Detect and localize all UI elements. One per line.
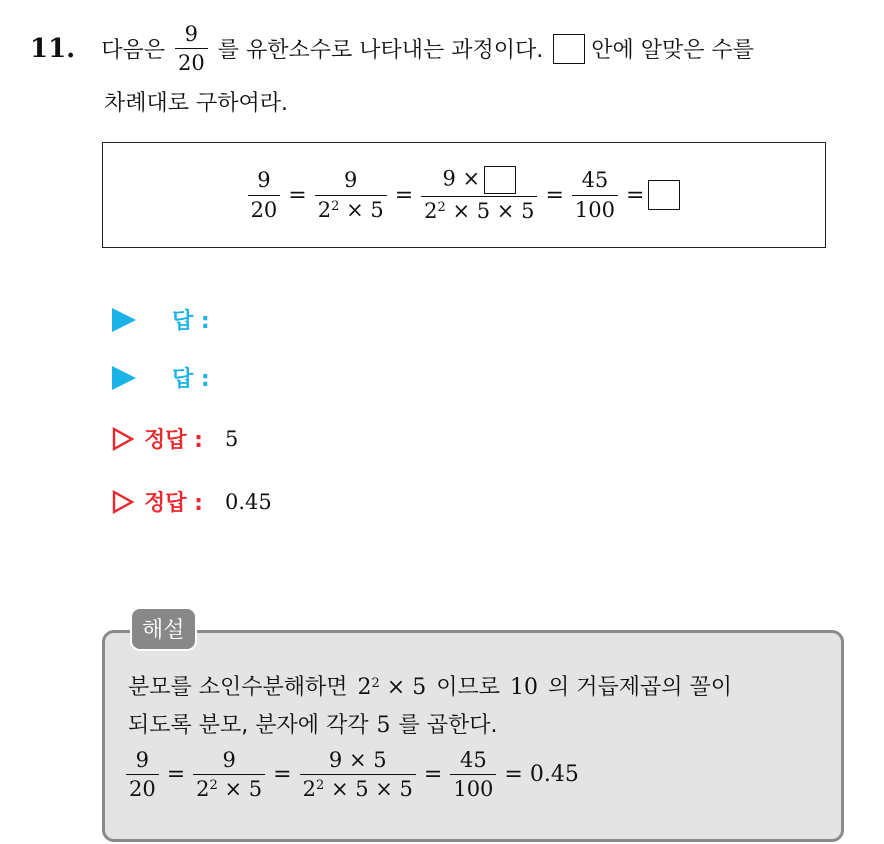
fraction: [248, 168, 281, 221]
rest: × 5 × 5: [452, 199, 535, 224]
equals-sign: =: [545, 182, 564, 208]
answer-row-2: [112, 362, 210, 393]
fraction-numerator: 9 × 5: [328, 748, 387, 772]
math-process-box: [102, 142, 826, 248]
base: 2: [424, 199, 438, 224]
equals-sign: =: [166, 762, 186, 788]
fraction-denominator: [315, 195, 387, 222]
equals-sign: =: [273, 762, 292, 788]
fraction: [193, 748, 265, 801]
answer-row-1: [112, 304, 210, 335]
base: 2: [317, 197, 332, 222]
question-fraction: [175, 22, 208, 75]
answer-label: 답 :: [172, 309, 210, 334]
base: 2: [357, 675, 372, 700]
explanation-text: 분모를 소인수분해하면: [128, 675, 348, 700]
explanation-text: 의 거듭제곱의 꼴이: [548, 675, 733, 700]
fraction-denominator: 100: [572, 195, 618, 222]
correct-answer-row-2: [112, 486, 272, 517]
fraction: [421, 166, 537, 223]
numerator-text: 9 ×: [442, 166, 481, 191]
explanation-line-1: [128, 670, 732, 701]
fraction-denominator: 100: [450, 774, 496, 801]
play-filled-icon: [112, 308, 136, 332]
exponent: 2: [209, 778, 218, 794]
question-text: 다음은: [101, 38, 165, 64]
fraction-numerator: 9: [184, 22, 199, 46]
play-outline-icon: [112, 490, 134, 514]
rest: × 5: [346, 197, 384, 222]
fraction: [572, 168, 618, 221]
fraction-denominator: [421, 196, 537, 223]
fraction-denominator: 20: [126, 774, 159, 801]
question-line-2: 차례대로 구하여라.: [104, 91, 289, 116]
fraction-numerator: 45: [460, 748, 487, 772]
equals-sign: =: [423, 762, 443, 788]
equals-sign: =: [288, 182, 307, 208]
fraction: [126, 748, 159, 801]
fraction-numerator: 9: [135, 748, 150, 772]
explanation-equation: [126, 748, 587, 801]
question-line-1: [30, 22, 754, 75]
math-expression: [358, 675, 427, 700]
correct-answer-value: 5: [224, 426, 239, 451]
fraction-numerator: [439, 166, 519, 196]
fraction: [450, 748, 496, 801]
exponent: 2: [331, 198, 340, 214]
rest: × 5: [224, 777, 263, 802]
correct-answer-label: 정답 :: [144, 491, 203, 516]
fraction: [315, 168, 387, 221]
fraction-denominator: [300, 774, 416, 801]
play-filled-icon: [112, 366, 136, 390]
explanation-text: 이므로: [436, 675, 500, 700]
explanation-line-2: [128, 708, 498, 739]
exponent: 2: [437, 200, 446, 216]
rest: × 5 × 5: [330, 777, 413, 802]
fraction-numerator: 45: [581, 168, 609, 193]
fraction-numerator: 9: [222, 748, 236, 772]
explanation-text: 를 곱한다.: [398, 713, 498, 738]
math-number: 5: [376, 713, 391, 738]
fraction-numerator: 9: [344, 168, 358, 193]
play-outline-icon: [112, 427, 134, 451]
base: 2: [196, 777, 210, 802]
explanation-tag: 해설: [130, 607, 197, 651]
equals-sign: =: [394, 182, 414, 208]
fraction-denominator: [193, 774, 265, 801]
question-number: 11.: [30, 33, 76, 64]
fraction-denominator: 20: [248, 195, 281, 222]
base: 2: [302, 777, 316, 802]
blank-box: [648, 180, 680, 210]
answer-label: 답 :: [172, 367, 210, 392]
blank-box: [553, 34, 585, 64]
fraction-numerator: 9: [257, 168, 271, 193]
correct-answer-label: 정답 :: [144, 428, 203, 453]
question-text: 를 유한소수로 나타내는 과정이다.: [217, 38, 544, 64]
blank-box: [484, 166, 516, 194]
fraction: [300, 748, 416, 801]
exponent: 2: [371, 676, 380, 691]
explanation-text: 되도록 분모, 분자에 각각: [128, 713, 369, 738]
exponent: 2: [315, 778, 325, 794]
result-value: = 0.45: [504, 762, 579, 788]
correct-answer-value: 0.45: [224, 489, 272, 514]
question-text: 안에 알맞은 수를: [591, 38, 755, 64]
equals-sign: =: [625, 182, 645, 208]
fraction-denominator: 20: [175, 48, 208, 75]
rest: × 5: [386, 675, 427, 700]
correct-answer-row-1: [112, 423, 238, 454]
math-number: 10: [510, 675, 538, 700]
